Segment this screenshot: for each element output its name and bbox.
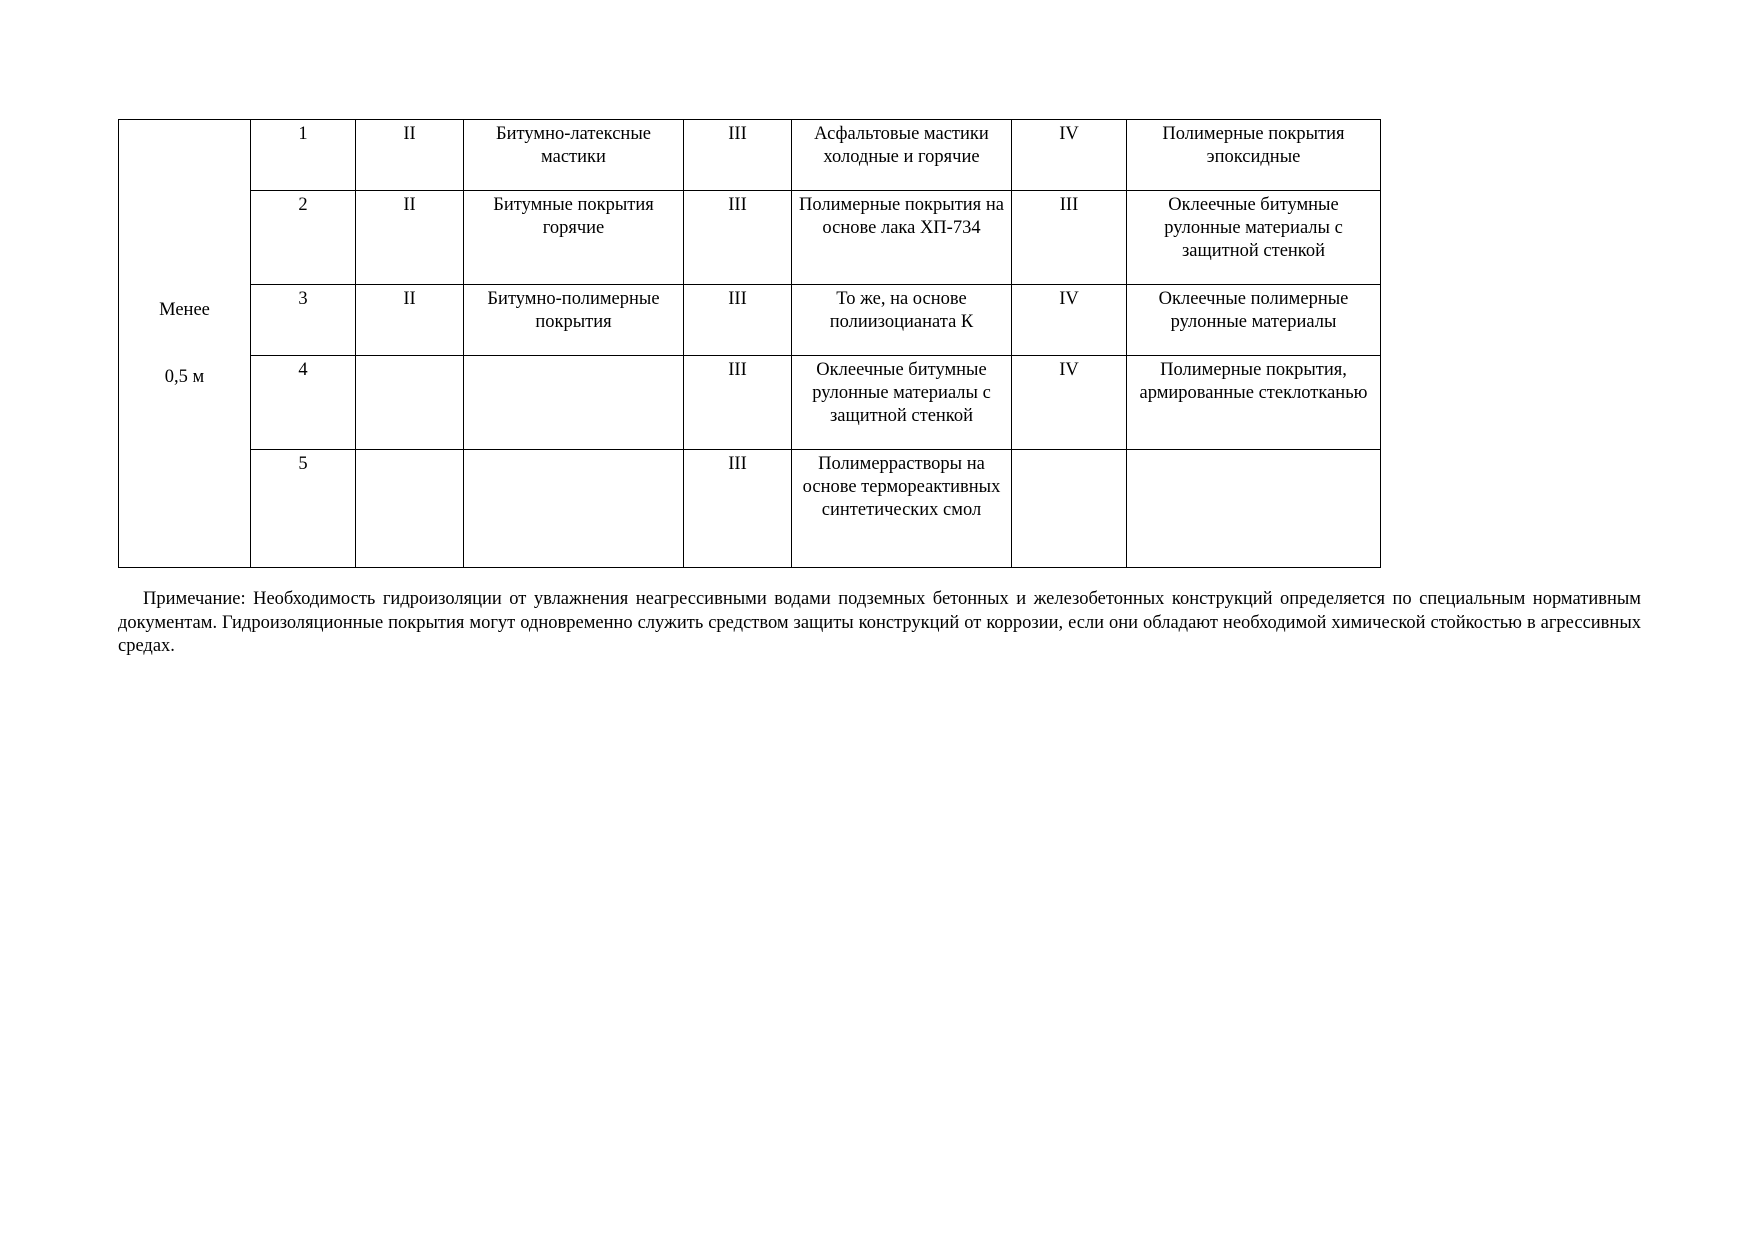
row-number-cell: 3: [251, 285, 356, 356]
row-number-cell: 2: [251, 191, 356, 285]
class-a-cell: II: [356, 191, 464, 285]
material-b-cell: Оклеечные битумные рулонные материалы с защитной стенкой: [792, 356, 1012, 450]
table-row: [119, 285, 1381, 356]
class-b-cell: III: [684, 356, 792, 450]
waterproofing-table: [118, 119, 1381, 568]
class-b-cell: III: [684, 450, 792, 568]
class-a-cell: II: [356, 285, 464, 356]
depth-label-line1: Менее: [159, 299, 210, 320]
material-c-cell: [1127, 450, 1381, 568]
class-b-cell: III: [684, 285, 792, 356]
material-b-cell: Полимеррастворы на основе термореактивных синтетических смол: [792, 450, 1012, 568]
class-c-cell: IV: [1012, 120, 1127, 191]
row-number-cell: 5: [251, 450, 356, 568]
table-row: [119, 356, 1381, 450]
material-b-cell: То же, на основе полиизоцианата К: [792, 285, 1012, 356]
class-c-cell: IV: [1012, 285, 1127, 356]
depth-label-line2: 0,5 м: [164, 366, 205, 387]
class-b-cell: III: [684, 191, 792, 285]
class-a-cell: [356, 356, 464, 450]
material-c-cell: Полимерные покрытия, армированные стеклотканью: [1127, 356, 1381, 450]
class-a-cell: II: [356, 120, 464, 191]
class-c-cell: [1012, 450, 1127, 568]
class-a-cell: [356, 450, 464, 568]
class-c-cell: III: [1012, 191, 1127, 285]
material-b-cell: Асфальтовые мастики холодные и горячие: [792, 120, 1012, 191]
depth-label-gap: [123, 322, 246, 366]
table-row: [119, 450, 1381, 568]
depth-cell: [119, 120, 251, 568]
material-a-cell: Битумно-полимерные покрытия: [464, 285, 684, 356]
material-a-cell: [464, 450, 684, 568]
row-number-cell: 4: [251, 356, 356, 450]
table-row: [119, 191, 1381, 285]
material-a-cell: Битумные покрытия горячие: [464, 191, 684, 285]
material-c-cell: Оклеечные полимерные рулонные материалы: [1127, 285, 1381, 356]
material-c-cell: Полимерные покрытия эпоксидные: [1127, 120, 1381, 191]
class-c-cell: IV: [1012, 356, 1127, 450]
material-a-cell: Битумно-латексные мастики: [464, 120, 684, 191]
material-b-cell: Полимерные покрытия на основе лака ХП-734: [792, 191, 1012, 285]
table-row: [119, 120, 1381, 191]
class-b-cell: III: [684, 120, 792, 191]
row-number-cell: 1: [251, 120, 356, 191]
footnote-paragraph: Примечание: Необходимость гидроизоляции от увлажнения неагрессивными водами подземных бетонных и железобетонных конструкций определяется по специальным нормативным документам. Гидроизоляционные покрытия могут одновременно служить средством защиты конструкций от коррозии, если они обладают необходимой химической стойкостью в агрессивных средах.: [118, 589, 1641, 656]
material-c-cell: Оклеечные битумные рулонные материалы с защитной стенкой: [1127, 191, 1381, 285]
material-a-cell: [464, 356, 684, 450]
